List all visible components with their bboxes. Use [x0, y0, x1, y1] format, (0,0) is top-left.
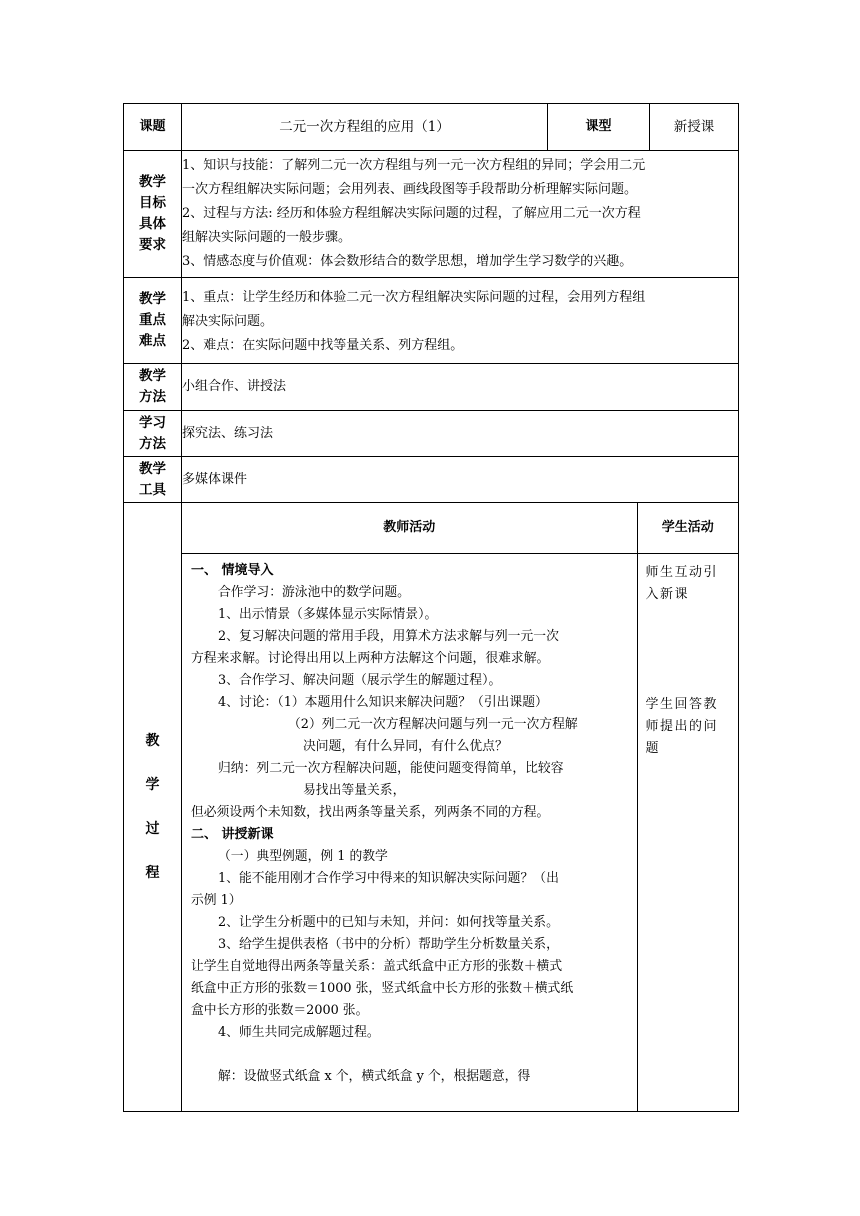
tools-row	[124, 457, 739, 503]
goals-label-cell	[124, 151, 182, 278]
study-value: 探究法、练习法	[182, 411, 739, 457]
goals-line: 1、知识与技能：了解列二元一次方程组与列一元一次方程组的异同；学会用二元	[182, 158, 646, 173]
teacher-line: 盒中长方形的张数＝2000 张。	[191, 1002, 369, 1018]
study-label-cell	[124, 411, 182, 457]
method-value: 小组合作、讲授法	[182, 364, 739, 411]
student-line: 题	[645, 740, 661, 756]
teacher-line: 方程来求解。讨论得出用以上两种方法解这个问题，很难求解。	[191, 650, 550, 666]
section2-title: 二、 讲授新课	[191, 826, 274, 842]
title-label: 课题	[124, 104, 182, 151]
keypoints-label-3: 难点	[139, 333, 166, 349]
method-label-cell	[124, 364, 182, 411]
keypoints-label-1: 教学	[139, 291, 166, 307]
keypoints-row	[124, 278, 739, 364]
goals-label-3: 具体	[139, 216, 166, 232]
teacher-line: 4、师生共同完成解题过程。	[218, 1024, 380, 1040]
process-inner-table	[182, 503, 738, 1111]
teacher-line: （2）列二元一次方程解决问题与列一元一次方程解	[288, 716, 578, 732]
process-label-1: 教	[145, 733, 160, 749]
study-label-2: 方法	[139, 435, 166, 452]
method-label-2: 方法	[139, 389, 166, 405]
student-line: 师提出的问	[645, 718, 719, 734]
title-row	[124, 104, 739, 151]
process-label-3: 过	[145, 821, 160, 837]
teacher-line: 1、出示情景（多媒体显示实际情景）。	[218, 606, 438, 622]
goals-line: 3、情感态度与价值观：体会数形结合的数学思想，增加学生学习数学的兴趣。	[182, 254, 633, 269]
keypoints-text	[182, 278, 739, 364]
section1-title: 一、 情境导入	[191, 562, 274, 578]
teacher-line: 3、给学生提供表格（书中的分析）帮助学生分析数量关系，	[218, 936, 559, 952]
lesson-plan-table	[123, 103, 739, 1112]
tools-label-cell	[124, 457, 182, 503]
teacher-line: 易找出等量关系，	[303, 782, 406, 798]
study-row	[124, 411, 739, 457]
process-label-2: 学	[145, 777, 160, 793]
teacher-line: 归纳：列二元一次方程解决问题，能使问题变得简单，比较容	[218, 760, 564, 776]
teacher-line: 3、合作学习、解决问题（展示学生的解题过程）。	[218, 672, 502, 688]
process-content-cell	[182, 503, 739, 1112]
goals-label-1: 教学	[139, 174, 166, 190]
goals-label-2: 目标	[139, 195, 166, 211]
method-row	[124, 364, 739, 411]
keypoints-line: 2、难点：在实际问题中找等量关系、列方程组。	[182, 338, 464, 353]
student-line: 师生互动引	[645, 564, 719, 580]
keypoints-label-cell	[124, 278, 182, 364]
teacher-line: 2、让学生分析题中的已知与未知，并问：如何找等量关系。	[218, 914, 559, 930]
keypoints-label-2: 重点	[139, 312, 166, 328]
process-label-4: 程	[145, 865, 160, 881]
lesson-title: 二元一次方程组的应用（1）	[182, 104, 548, 151]
teacher-activity-header: 教师活动	[182, 503, 637, 553]
lesson-type-label: 课型	[548, 104, 650, 151]
process-row	[124, 503, 739, 1112]
tools-label-2: 工具	[139, 481, 166, 498]
goals-label-4: 要求	[139, 237, 166, 253]
method-label-1: 教学	[139, 368, 166, 384]
goals-row	[124, 151, 739, 278]
teacher-line: 解：设做竖式纸盒 x 个，横式纸盒 y 个，根据题意，得	[218, 1068, 531, 1084]
teacher-line: 让学生自觉地得出两条等量关系：盖式纸盒中正方形的张数＋横式	[191, 958, 563, 974]
teacher-line: 4、讨论：（1）本题用什么知识来解决问题？（引出课题）	[218, 694, 548, 710]
tools-label-1: 教学	[139, 460, 166, 477]
teacher-line: 合作学习：游泳池中的数学问题。	[218, 584, 410, 600]
study-label-1: 学习	[139, 414, 166, 431]
teacher-activity-cell	[182, 553, 637, 1111]
tools-value: 多媒体课件	[182, 457, 739, 503]
student-activity-header: 学生活动	[637, 503, 738, 553]
student-line: 入新课	[645, 586, 690, 602]
teacher-line: 纸盒中正方形的张数＝1000 张，竖式纸盒中长方形的张数＋横式纸	[191, 980, 574, 996]
goals-line: 一次方程组解决实际问题；会用列表、画线段图等手段帮助分析理解实际问题。	[182, 182, 638, 197]
student-line: 学生回答教	[645, 696, 719, 712]
process-label-cell	[124, 503, 182, 1112]
keypoints-line: 解决实际问题。	[182, 314, 274, 329]
keypoints-line: 1、重点：让学生经历和体验二元一次方程组解决实际问题的过程，会用列方程组	[182, 290, 646, 305]
teacher-line: 决问题，有什么异同，有什么优点？	[303, 738, 508, 754]
blank-line	[191, 1044, 631, 1066]
blank-gap	[646, 606, 733, 694]
goals-text	[182, 151, 739, 278]
teacher-line: （一）典型例题，例 1 的教学	[218, 848, 388, 864]
student-activity-cell	[637, 553, 738, 1111]
goals-line: 组解决实际问题的一般步骤。	[182, 230, 352, 245]
teacher-line: 示例 1）	[191, 892, 242, 908]
teacher-line: 2、复习解决问题的常用手段，用算术方法求解与列一元一次	[218, 628, 559, 644]
lesson-type-value: 新授课	[650, 104, 739, 151]
teacher-line: 1、能不能用刚才合作学习中得来的知识解决实际问题？（出	[218, 870, 559, 886]
goals-line: 2、过程与方法: 经历和体验方程组解决实际问题的过程，了解应用二元一次方程	[182, 206, 641, 221]
teacher-line: 但必须设两个未知数，找出两条等量关系，列两条不同的方程。	[191, 804, 550, 820]
